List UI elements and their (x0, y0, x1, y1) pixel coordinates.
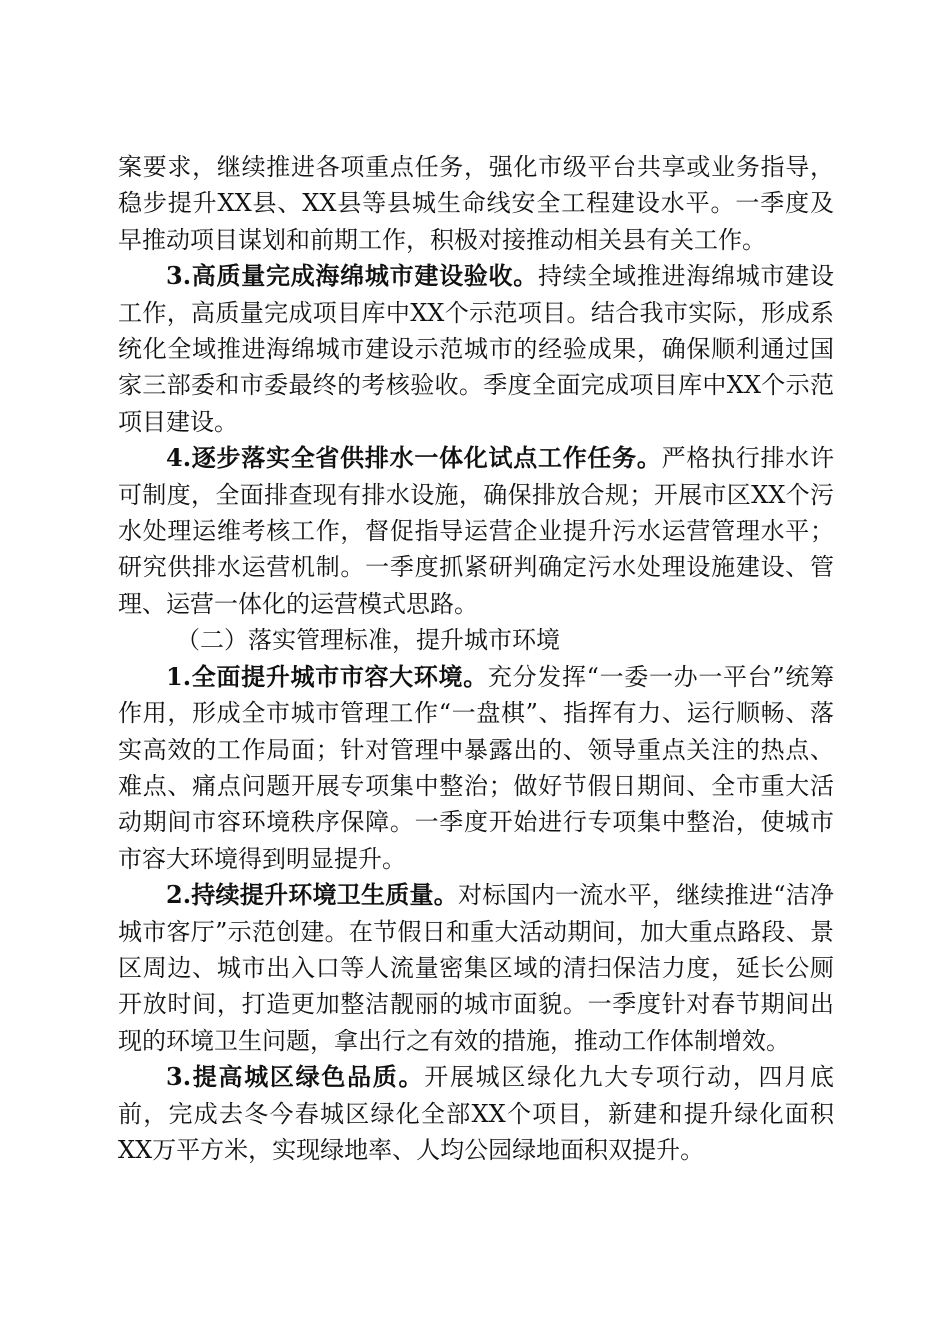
paragraph-continuation (118, 149, 834, 258)
paragraph-text: 严格执行排水许可制度，全面排查现有排水设施，确保排放合规；开展市区XX个污水处理运维考核工作，督促指导运营企业提升污水运营管理水平；研究供排水运营机制。一季度抓紧研判确定污水处理设施建设、管理、运营一体化的运营模式思路。 (118, 444, 834, 618)
paragraph-sanitation (118, 877, 834, 1059)
paragraph-city-appearance (118, 659, 834, 877)
paragraph-lead: 3.高质量完成海绵城市建设验收。 (166, 261, 538, 291)
paragraph-text: 开展城区绿化九大专项行动，四月底前，完成去冬今春城区绿化全部XX个项目，新建和提升绿化面积XX万平方米，实现绿地率、人均公园绿地面积双提升。 (118, 1063, 834, 1164)
paragraph-text: 对标国内一流水平，继续推进“洁净城市客厅”示范创建。在节假日和重大活动期间，加大重点路段、景区周边、城市出入口等人流量密集区域的清扫保洁力度，延长公厕开放时间，打造更加整洁靓丽的城市面貌。一季度针对春节期间出现的环境卫生问题，拿出行之有效的措施，推动工作体制增效。 (118, 881, 834, 1055)
paragraph-greening (118, 1059, 834, 1168)
section-heading: （二）落实管理标准，提升城市环境 (176, 626, 560, 655)
paragraph-lead: 4.逐步落实全省供排水一体化试点工作任务。 (166, 443, 662, 473)
paragraph-text: 充分发挥“一委一办一平台”统筹作用，形成全市城市管理工作“一盘棋”、指挥有力、运行顺畅、落实高效的工作局面；针对管理中暴露出的、领导重点关注的热点、难点、痛点问题开展专项集中整治；做好节假日期间、全市重大活动期间市容环境秩序保障。一季度开始进行专项集中整治，使城市市容大环境得到明显提升。 (118, 662, 834, 873)
document-page (118, 149, 834, 1168)
paragraph-text: 案要求，继续推进各项重点任务，强化市级平台共享或业务指导，稳步提升XX县、XX县等县城生命线安全工程建设水平。一季度及早推动项目谋划和前期工作，积极对接推动相关县有关工作。 (118, 153, 834, 254)
paragraph-sponge-city (118, 258, 834, 440)
paragraph-text: 持续全域推进海绵城市建设工作，高质量完成项目库中XX个示范项目。结合我市实际，形成系统化全域推进海绵城市建设示范城市的经验成果，确保顺利通过国家三部委和市委最终的考核验收。季度全面完成项目库中XX个示范项目建设。 (118, 262, 834, 436)
paragraph-water-supply (118, 440, 834, 622)
paragraph-lead: 3.提高城区绿色品质。 (166, 1062, 425, 1092)
paragraph-lead: 1.全面提升城市市容大环境。 (166, 661, 488, 691)
paragraph-lead: 2.持续提升环境卫生质量。 (166, 880, 459, 910)
